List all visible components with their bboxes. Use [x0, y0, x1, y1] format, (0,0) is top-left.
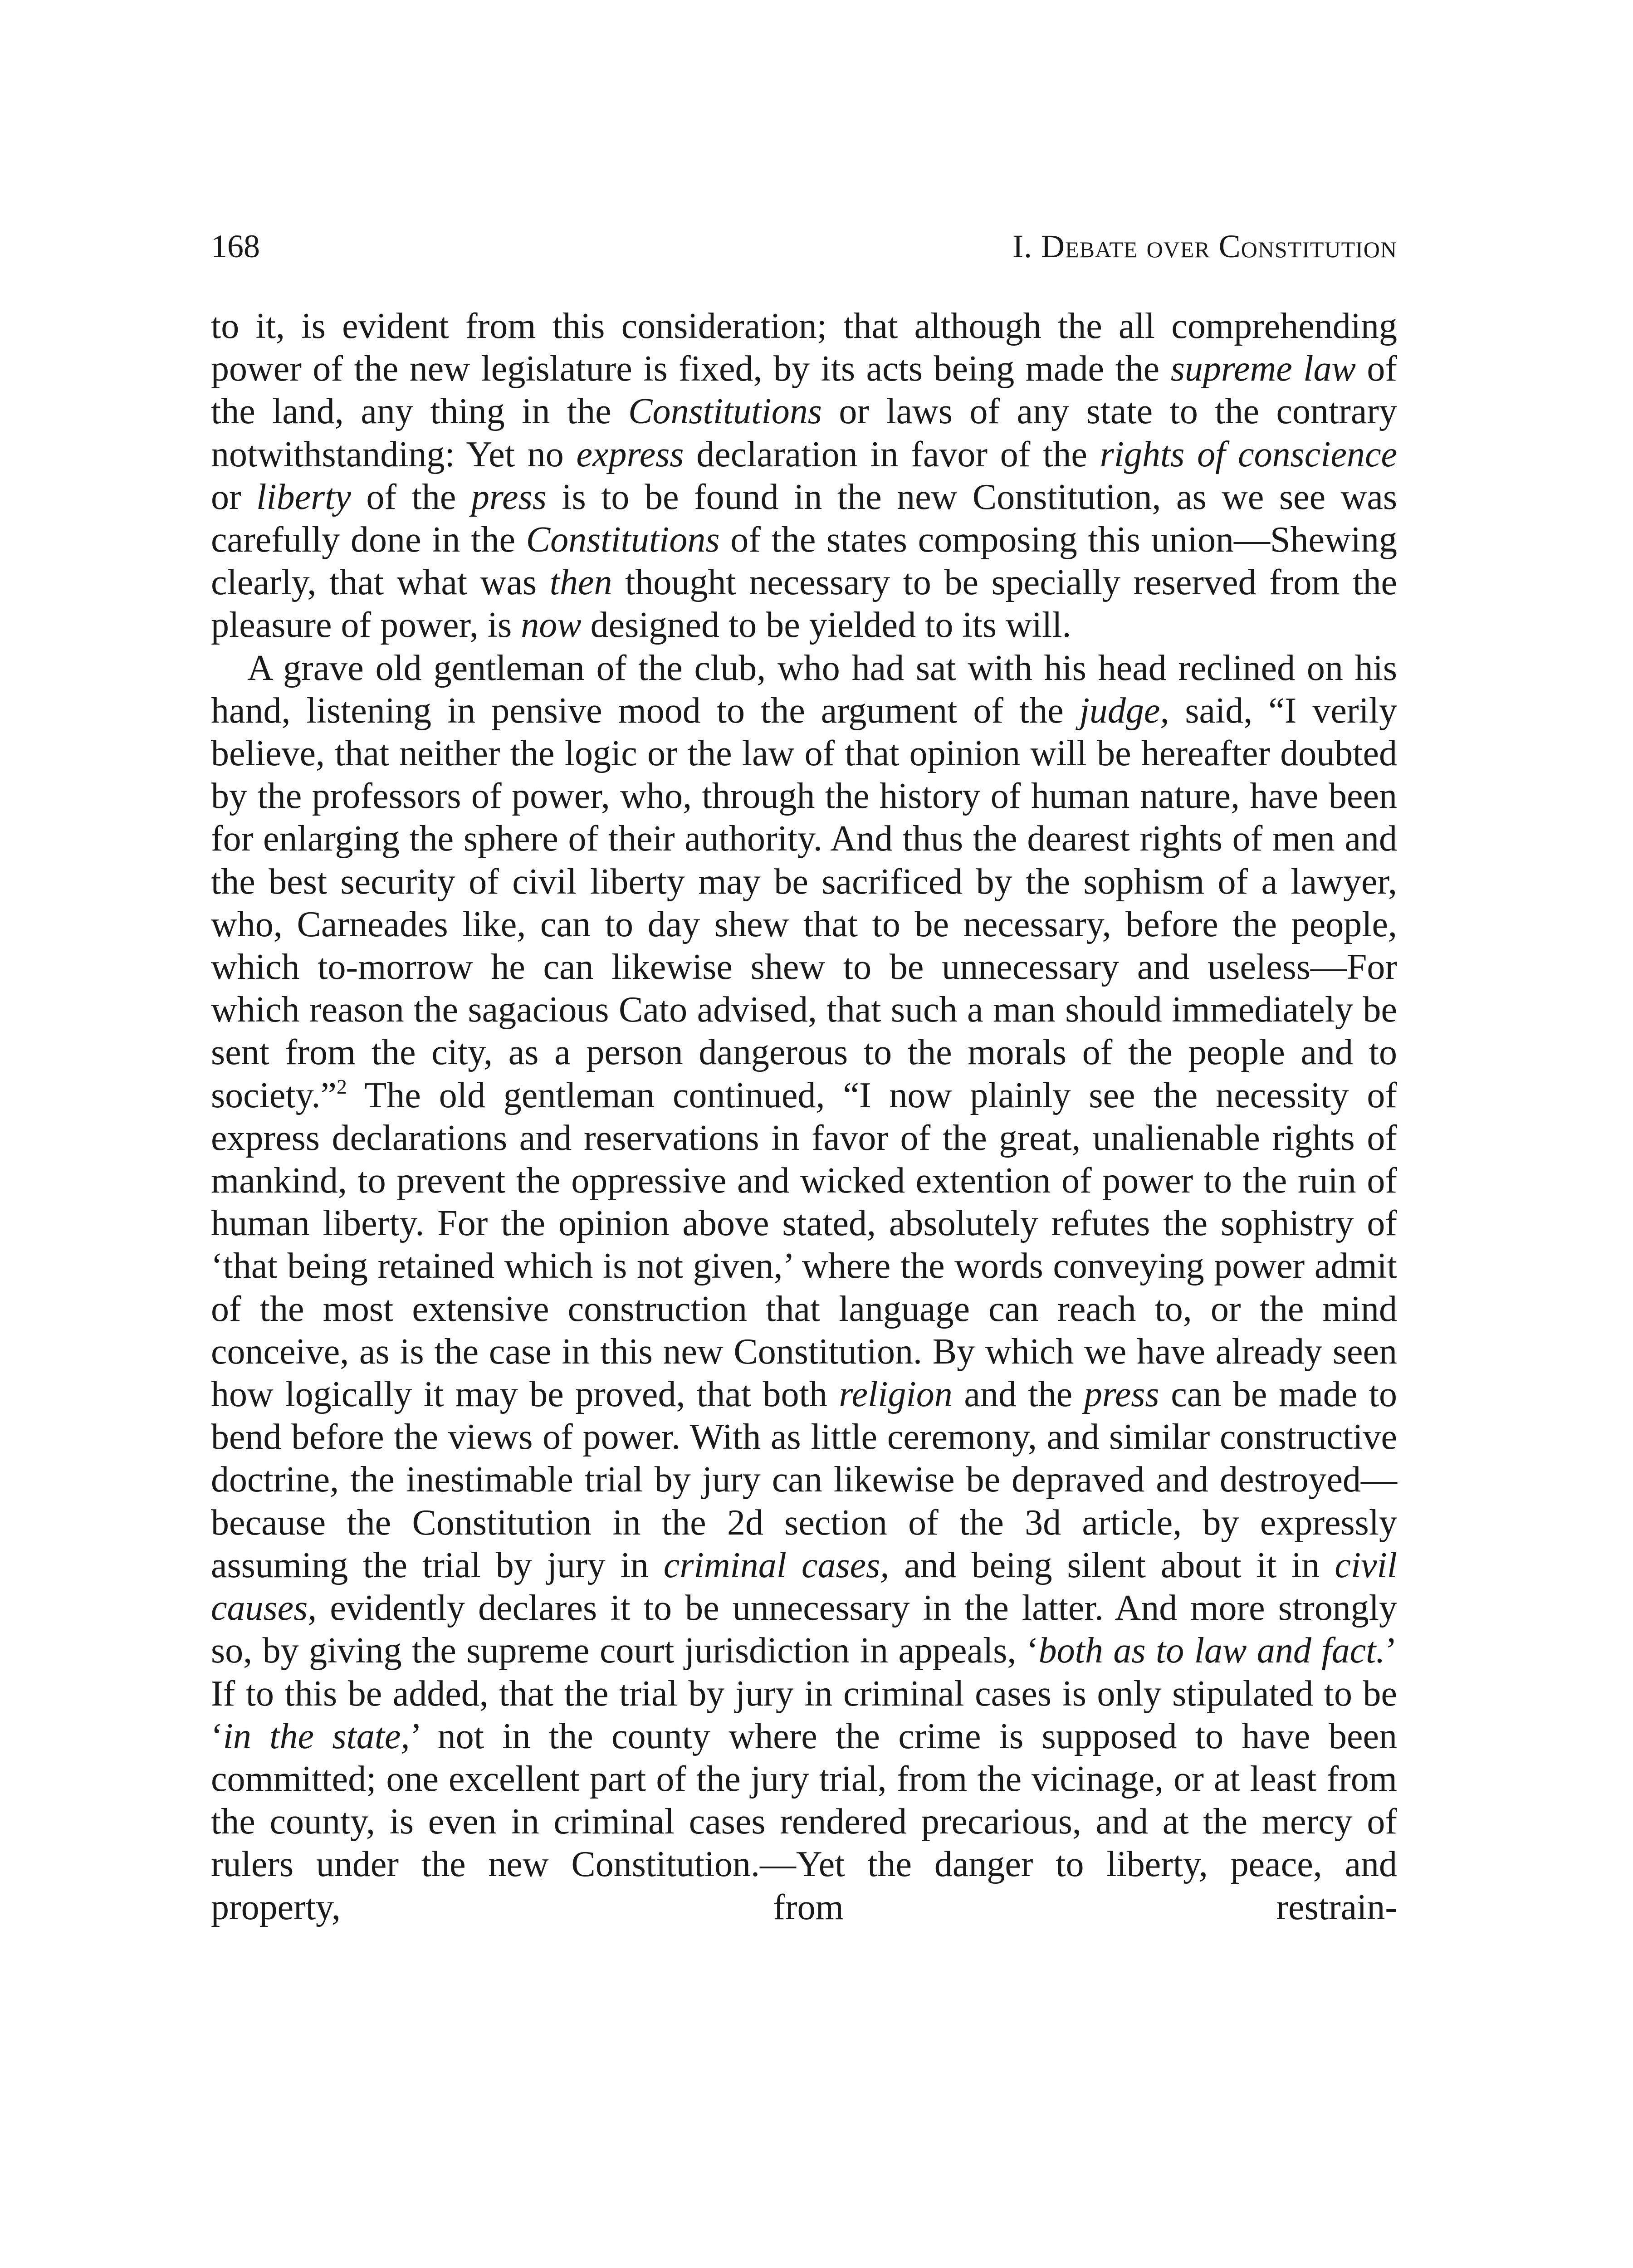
page-number: 168: [211, 228, 260, 264]
p1-text-6: of the: [351, 477, 471, 517]
p2-italic-5: civil causes,: [211, 1545, 1398, 1628]
running-head: [211, 221, 1397, 271]
p2-italic-6: both as to law and fact.: [1038, 1631, 1385, 1671]
p1-italic-2: Constitutions: [628, 391, 822, 432]
p1-italic-4: rights of conscience: [1100, 434, 1397, 474]
p1-text-4: declaration in favor of the: [684, 434, 1100, 474]
p2-italic-1: judge,: [1079, 690, 1169, 731]
p1-italic-3: express: [576, 434, 684, 474]
p1-text-10: designed to be yielded to its will.: [581, 605, 1071, 645]
p2-italic-2: religion: [839, 1374, 953, 1415]
p2-text-6: and being silent about it in: [889, 1545, 1335, 1585]
body-text: [211, 305, 1397, 1929]
p1-italic-1: supreme law: [1170, 349, 1356, 389]
p2-text-1: A grave old gentleman of the club, who had sat with his head reclined on his hand, listening in pensive mood to the argument of the: [211, 648, 1397, 731]
running-title: I. Debate over Constitution: [1012, 228, 1397, 264]
p2-text-8: ’ If to this be added, that the trial by jury in criminal cases is only stipulated to be ‘: [211, 1631, 1398, 1756]
p1-italic-9: now: [521, 605, 582, 645]
p2-text-2: said, “I verily believe, that neither the logic or the law of that opinion will be hereafter doubted by the professors of power, who, through the history of human nature, have been for enlarging the sphere of their authority. And thus the dearest rights of men and the best security of civil liberty may be sacrificed by the sophism of a lawyer, who, Carneades like, can to day shew that to be necessary, before the people, which to-morrow he can likewise shew to be unnecessary and useless—For which reason the sagacious Cato advised, that such a man should immediately be sent from the city, as a person dangerous to the morals of the people and to society.”: [211, 690, 1397, 1115]
paragraph-2: [211, 647, 1397, 1929]
p2-text-3: The old gentleman continued, “I now plainly see the necessity of express declarations and reservations in favor of the great, unalienable rights of mankind, to prevent the oppressive and wicked extention of power to the ruin of human liberty. For the opinion above stated, absolutely refutes the sophistry of ‘that being retained which is not given,’ where the words conveying power admit of the most extensive construction that language can reach to, or the mind conceive, as is the case in this new Constitution. By which we have already seen how logically it may be proved, that both: [211, 1075, 1397, 1415]
paragraph-1: [211, 305, 1397, 647]
p2-text-7: evidently declares it to be unnecessary in the latter. And more strongly so, by giving the supreme court jurisdiction in appeals, ‘: [211, 1588, 1397, 1671]
p1-italic-7: Constitutions: [526, 520, 720, 560]
p2-text-5: can be made to bend before the views of power. With as little ceremony, and similar constructive doctrine, the inestimable trial by jury can likewise be depraved and destroyed—because the Constitution in the 2d section of the 3d article, by expressly assuming the trial by jury in: [211, 1374, 1398, 1585]
p2-italic-3: press: [1084, 1374, 1159, 1415]
p1-italic-8: then: [549, 562, 612, 603]
p1-italic-6: press: [471, 477, 547, 517]
p1-italic-5: liberty: [256, 477, 351, 517]
p1-text-5: or: [211, 477, 257, 517]
p1-text-8: of the states composing this union—Shewing clearly, that what was: [211, 520, 1398, 603]
p2-text-9: ’ not in the county where the crime is supposed to have been committed; one excellent part of the jury trial, from the vicinage, or at least from the county, is even in criminal cases rendered precarious, and at the mercy of rulers under the new Constitution.—Yet the danger to liberty, peace, and property, from restrain-: [211, 1716, 1397, 1927]
p1-text-1: to it, is evident from this consideration; that although the all comprehending power of the new legislature is fixed, by its acts being made the: [211, 306, 1397, 389]
p1-text-7: is to be found in the new Constitution, as we see was carefully done in the: [211, 477, 1398, 560]
p1-text-2: of the land, any thing in the: [211, 349, 1397, 432]
p2-italic-4: criminal cases,: [663, 1545, 890, 1585]
p2-text-4: and the: [952, 1374, 1084, 1415]
p1-text-9: thought necessary to be specially reserved from the pleasure of power, is: [211, 562, 1397, 645]
footnote-marker: 2: [336, 1075, 347, 1098]
p2-italic-7: in the state,: [223, 1716, 410, 1756]
p1-text-3: or laws of any state to the contrary notwithstanding: Yet no: [211, 391, 1398, 474]
